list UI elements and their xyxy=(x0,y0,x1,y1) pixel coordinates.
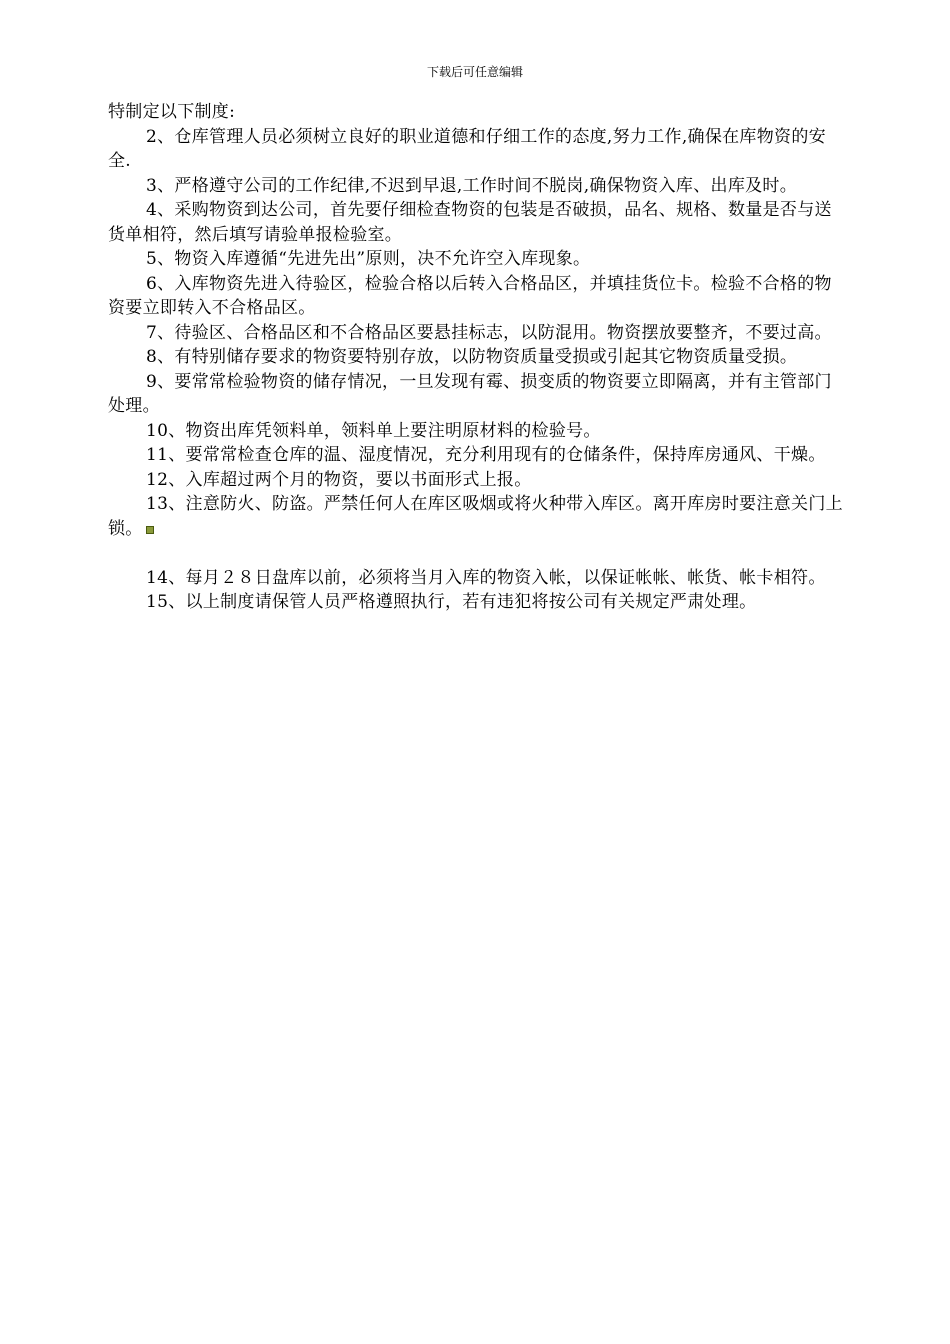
rule-item-7: 7、待验区、合格品区和不合格品区要悬挂标志，以防混用。物资摆放要整齐，不要过高。 xyxy=(146,322,832,343)
rule-item-11: 11、要常常检查仓库的温、湿度情况，充分利用现有的仓储条件，保持库房通风、干燥。 xyxy=(146,445,826,465)
header-note: 下载后可任意编辑 xyxy=(426,65,523,79)
rule-item-13 xyxy=(108,492,844,541)
document-body xyxy=(108,100,844,615)
rule-item-6: 6、入库物资先进入待验区，检验合格以后转入合格品区，并填挂货位卡。检验不合格的物资要立即转入不合格品区。 xyxy=(108,273,832,318)
rule-item-8: 8、有特别储存要求的物资要特别存放，以防物资质量受损或引起其它物资质量受损。 xyxy=(146,347,798,367)
rule-item-4: 4、采购物资到达公司，首先要仔细检查物资的包装是否破损，品名、规格、数量是否与送货单相符，然后填写请验单报检验室。 xyxy=(108,200,832,245)
rule-item-9: 9、要常常检验物资的储存情况，一旦发现有霉、损变质的物资要立即隔离，并有主管部门处理。 xyxy=(108,371,832,416)
rule-item-3: 3、严格遵守公司的工作纪律,不迟到早退,工作时间不脱岗,确保物资入库、出库及时。 xyxy=(146,175,798,196)
page-header xyxy=(0,64,950,80)
rule-item-2: 2、仓库管理人员必须树立良好的职业道德和仔细工作的态度,努力工作,确保在库物资的安全. xyxy=(108,126,826,171)
rule-item-14: 14、每月２８日盘库以前，必须将当月入库的物资入帐，以保证帐帐、帐货、帐卡相符。 xyxy=(146,567,826,588)
paragraph-gap xyxy=(108,541,844,566)
rule-item-5: 5、物资入库遵循“先进先出”原则，决不允许空入库现象。 xyxy=(146,249,591,269)
intro-paragraph: 特制定以下制度: xyxy=(108,102,236,122)
rule-item-15: 15、以上制度请保管人员严格遵照执行，若有违犯将按公司有关规定严肃处理。 xyxy=(146,592,757,612)
rule-item-12: 12、入库超过两个月的物资，要以书面形式上报。 xyxy=(146,469,532,490)
embedded-object-icon xyxy=(146,526,154,534)
rule-item-13-text: 13、注意防火、防盗。严禁任何人在库区吸烟或将火种带入库区。离开库房时要注意关门上锁。 xyxy=(108,494,843,539)
rule-item-10: 10、物资出库凭领料单，领料单上要注明原材料的检验号。 xyxy=(146,420,601,441)
